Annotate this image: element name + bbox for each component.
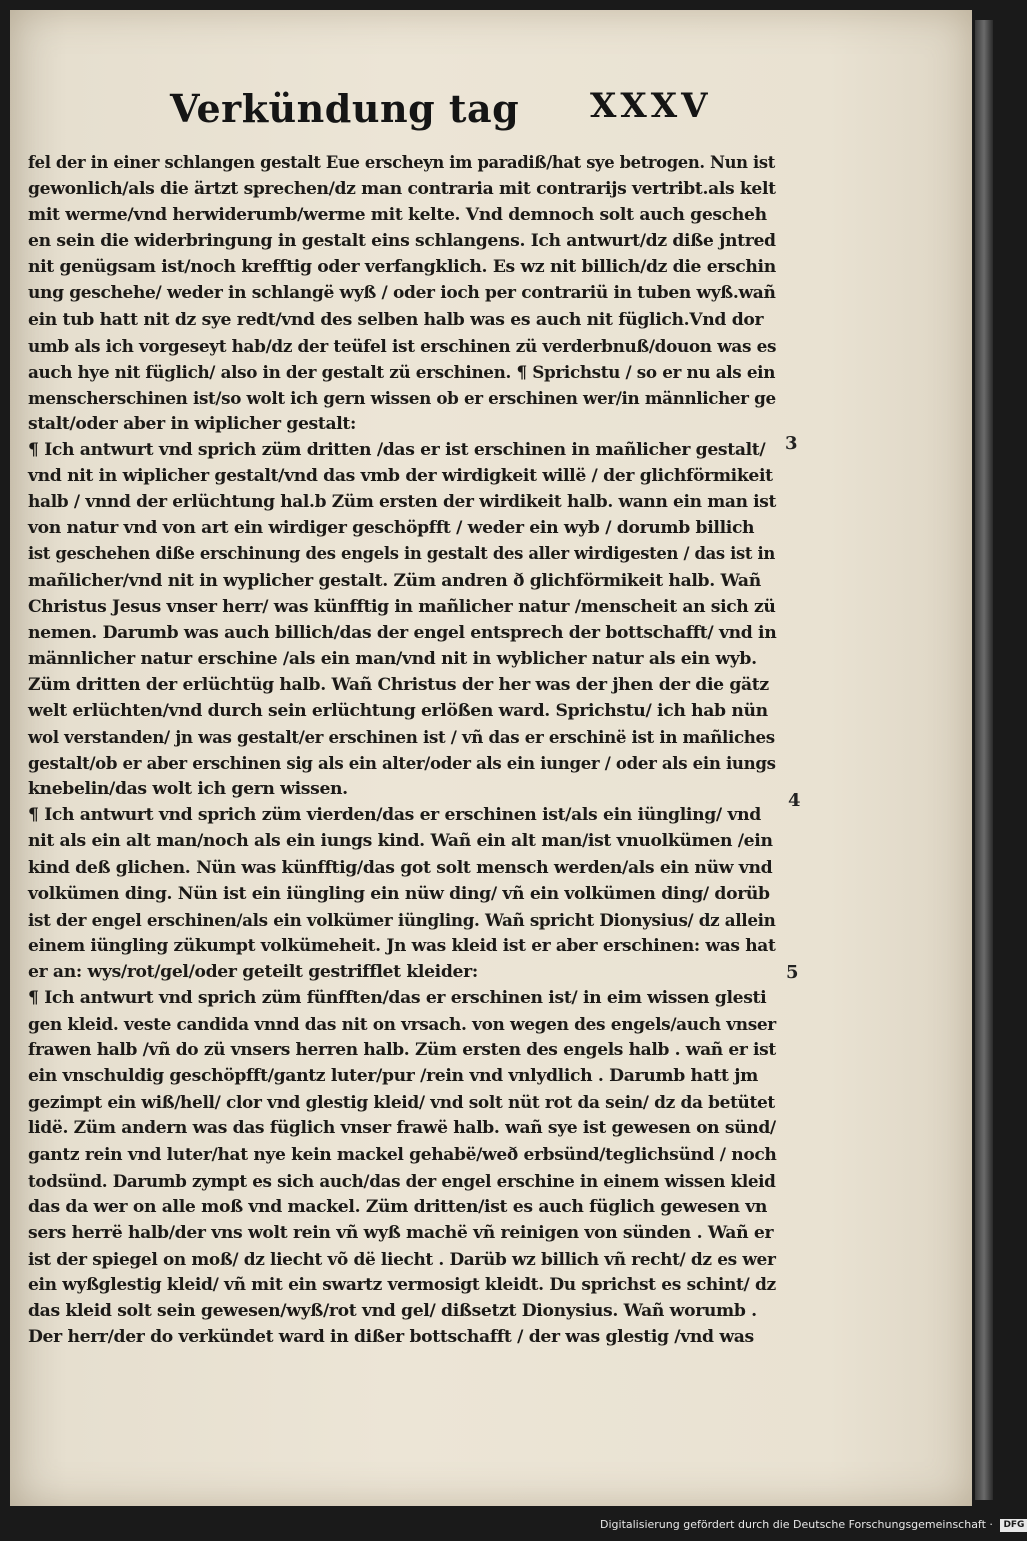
text-line: en sein die widerbringung in gestalt eins schlangens. Ich antwurt/dz diße jntred <box>28 231 776 252</box>
text-line: Christus Jesus vnser herr/ was künfftig in mañlicher natur /menscheit an sich zü <box>28 596 776 617</box>
text-line: er an: wys/rot/gel/oder geteilt gestrifflet kleider: <box>28 961 478 982</box>
text-line: todsünd. Darumb zympt es sich auch/das der engel erschine in einem wissen kleid <box>28 1170 776 1191</box>
text-line: sers herrë halb/der vns wolt rein vñ wyß machë vñ reinigen von sünden . Wañ er <box>28 1222 774 1243</box>
text-line: nit als ein alt man/noch als ein iungs kind. Wañ ein alt man/ist vnuolkümen /ein <box>28 831 773 852</box>
text-line: Der herr/der do verkündet ward in dißer bottschafft / der was glestig /vnd was <box>28 1327 754 1348</box>
text-line: Züm dritten der erlüchtüg halb. Wañ Christus der her was der jhen der die gätz <box>28 674 769 695</box>
text-line: frawen halb /vñ do zü vnsers herren halb. Züm ersten des engels halb . wañ er ist <box>28 1040 776 1061</box>
text-line: gantz rein vnd luter/hat nye kein mackel gehabë/weð erbsünd/teglichsünd / noch <box>28 1144 777 1165</box>
text-line: halb / vnnd der erlüchtung hal.b Züm ersten der wirdikeit halb. wann ein man ist <box>28 492 777 513</box>
text-line: von natur vnd von art ein wirdiger geschöpfft / weder ein wyb / dorumb billich <box>28 518 755 539</box>
text-line: gestalt/ob er aber erschinen sig als ein alter/oder als ein iunger / oder als ein iungs <box>28 753 776 774</box>
text-line: auch hye nit füglich/ also in der gestalt zü erschinen. ¶ Sprichstu / so er nu als ein <box>28 361 776 382</box>
running-header <box>170 80 730 140</box>
text-line: ist geschehen diße erschinung des engels in gestalt des aller wirdigesten / das ist in <box>28 544 775 564</box>
text-line: mit werme/vnd herwiderumb/werme mit kelte. Vnd demnoch solt auch gescheh <box>28 205 767 226</box>
margin-number: 3 <box>785 433 798 454</box>
text-line: umb als ich vorgeseyt hab/dz der teüfel ist erschinen zü verderbnuß/douon was es <box>28 335 777 356</box>
text-line: ¶ Ich antwurt vnd sprich züm vierden/das er erschinen ist/als ein iüngling/ vnd <box>28 805 761 826</box>
margin-number: 5 <box>786 962 799 983</box>
body-text <box>28 150 776 1350</box>
text-line: knebelin/das wolt ich gern wissen. <box>28 779 348 800</box>
text-line: nit genügsam ist/noch krefftig oder verfangklich. Es wz nit billich/dz die erschin <box>28 257 776 278</box>
digitization-credit: Digitalisierung gefördert durch die Deutsche Forschungsgemeinschaft · DFG <box>600 1518 1027 1536</box>
text-line: volkümen ding. Nün ist ein iüngling ein nüw ding/ vñ ein volkümen ding/ dorüb <box>28 883 770 904</box>
text-line: kind deß glichen. Nün was künfftig/das got solt mensch werden/als ein nüw vnd <box>28 857 773 878</box>
text-line: gezimpt ein wiß/hell/ clor vnd glestig kleid/ vnd solt nüt rot da sein/ dz da betütet <box>28 1092 775 1113</box>
text-line: mañlicher/vnd nit in wyplicher gestalt. Züm andren ð glichförmikeit halb. Wañ <box>28 570 761 591</box>
page-edge-shadow <box>975 20 993 1500</box>
text-line: das da wer on alle moß vnd mackel. Züm dritten/ist es auch füglich gewesen vn <box>28 1196 768 1217</box>
text-line: männlicher natur erschine /als ein man/vnd nit in wyblicher natur als ein wyb. <box>28 648 757 669</box>
text-line: ¶ Ich antwurt vnd sprich züm dritten /das er ist erschinen in mañlicher gestalt/ <box>28 440 766 461</box>
text-line: fel der in einer schlangen gestalt Eue erscheyn im paradiß/hat sye betrogen. Nun ist <box>28 153 775 172</box>
text-line: ist der spiegel on moß/ dz liecht võ dë liecht . Darüb wz billich vñ recht/ dz es wer <box>28 1248 776 1269</box>
text-line: lidë. Züm andern was das füglich vnser frawë halb. wañ sye ist gewesen on sünd/ <box>28 1118 776 1139</box>
folio-number: XXXV <box>590 86 712 126</box>
header-title: Verkündung tag <box>170 86 520 131</box>
text-line: ein vnschuldig geschöpfft/gantz luter/pur /rein vnd vnlydlich . Darumb hatt jm <box>28 1066 758 1087</box>
text-line: stalt/oder aber in wiplicher gestalt: <box>28 413 356 434</box>
dfg-logo: DFG <box>1000 1519 1027 1532</box>
credit-text: Digitalisierung gefördert durch die Deutsche Forschungsgemeinschaft <box>600 1518 986 1531</box>
text-line: gewonlich/als die ärtzt sprechen/dz man contraria mit contrarijs vertribt.als kelt <box>28 179 776 200</box>
text-line: ist der engel erschinen/als ein volkümer iüngling. Wañ spricht Dionysius/ dz allein <box>28 909 776 930</box>
margin-number: 4 <box>788 790 801 811</box>
text-line: gen kleid. veste candida vnnd das nit on vrsach. von wegen des engels/auch vnser <box>28 1014 776 1035</box>
text-line: ein tub hatt nit dz sye redt/vnd des selben halb was es auch nit füglich.Vnd dor <box>28 309 764 330</box>
text-line: ¶ Ich antwurt vnd sprich züm fünfften/das er erschinen ist/ in eim wissen glesti <box>28 988 767 1008</box>
text-line: ein wyßglestig kleid/ vñ mit ein swartz vermosigt kleidt. Du sprichst es schint/ dz <box>28 1275 776 1296</box>
text-line: vnd nit in wiplicher gestalt/vnd das vmb der wirdigkeit willë / der glichförmikeit <box>28 466 773 487</box>
text-line: einem iüngling zükumpt volkümeheit. Jn was kleid ist er aber erschinen: was hat <box>28 935 776 956</box>
text-line: nemen. Darumb was auch billich/das der engel entsprech der bottschafft/ vnd in <box>28 622 777 643</box>
text-line: menscherschinen ist/so wolt ich gern wissen ob er erschinen wer/in männlicher ge <box>28 387 776 408</box>
text-line: das kleid solt sein gewesen/wyß/rot vnd gel/ dißsetzt Dionysius. Wañ worumb . <box>28 1301 757 1322</box>
text-line: wol verstanden/ jn was gestalt/er erschinen ist / vñ das er erschinë ist in mañliches <box>28 727 775 748</box>
text-line: welt erlüchten/vnd durch sein erlüchtung erlößen ward. Sprichstu/ ich hab nün <box>28 700 768 721</box>
text-line: ung geschehe/ weder in schlangë wyß / oder ioch per contrariü in tuben wyß.wañ <box>28 283 776 304</box>
